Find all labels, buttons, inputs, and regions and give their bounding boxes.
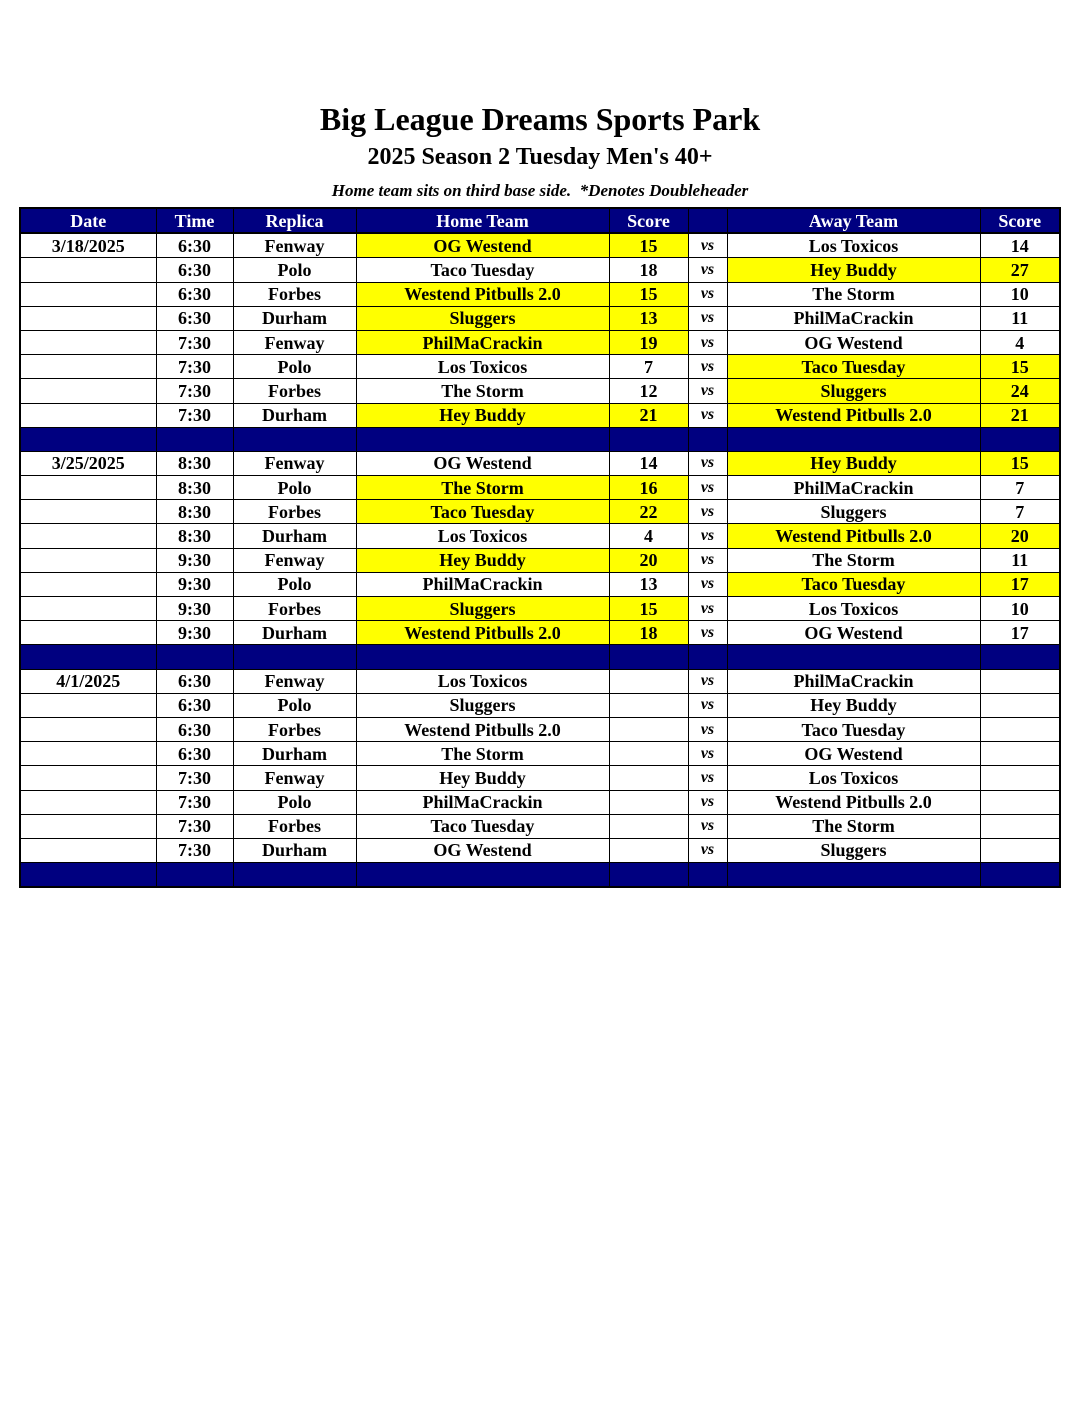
- schedule-table: [19, 207, 1061, 888]
- vs-cell: vs: [688, 282, 727, 306]
- replica-cell: Durham: [233, 524, 356, 548]
- table-row: [20, 814, 1060, 838]
- table-row: [20, 306, 1060, 330]
- table-row: [20, 548, 1060, 572]
- separator-cell: [980, 427, 1060, 451]
- table-row: [20, 330, 1060, 354]
- time-cell: 8:30: [156, 451, 233, 475]
- date-cell: [20, 621, 156, 645]
- separator-cell: [609, 645, 688, 669]
- separator-cell: [980, 863, 1060, 888]
- away-score-cell: [980, 717, 1060, 741]
- vs-cell: vs: [688, 838, 727, 862]
- column-header-home-team: Home Team: [356, 208, 609, 233]
- home-score-cell: 7: [609, 355, 688, 379]
- time-cell: 9:30: [156, 621, 233, 645]
- separator-cell: [609, 427, 688, 451]
- home-score-cell: 22: [609, 500, 688, 524]
- separator-cell: [20, 863, 156, 888]
- vs-cell: vs: [688, 693, 727, 717]
- away-team-cell: Los Toxicos: [727, 766, 980, 790]
- schedule-body: [20, 233, 1060, 887]
- away-team-cell: PhilMaCrackin: [727, 476, 980, 500]
- away-team-cell: OG Westend: [727, 742, 980, 766]
- home-team-cell: The Storm: [356, 476, 609, 500]
- time-cell: 6:30: [156, 233, 233, 258]
- column-header-date: Date: [20, 208, 156, 233]
- home-score-cell: [609, 790, 688, 814]
- home-team-cell: Los Toxicos: [356, 355, 609, 379]
- home-score-cell: 15: [609, 597, 688, 621]
- separator-cell: [688, 863, 727, 888]
- table-row: [20, 282, 1060, 306]
- date-cell: [20, 524, 156, 548]
- home-score-cell: 13: [609, 306, 688, 330]
- vs-cell: vs: [688, 572, 727, 596]
- date-cell: [20, 379, 156, 403]
- vs-cell: vs: [688, 766, 727, 790]
- separator-cell: [727, 863, 980, 888]
- page-title: Big League Dreams Sports Park: [319, 101, 761, 137]
- away-score-cell: 21: [980, 403, 1060, 427]
- replica-cell: Polo: [233, 790, 356, 814]
- separator-cell: [727, 427, 980, 451]
- column-header-home-score: Score: [609, 208, 688, 233]
- separator-cell: [233, 645, 356, 669]
- date-cell: [20, 693, 156, 717]
- vs-cell: vs: [688, 548, 727, 572]
- separator-cell: [156, 863, 233, 888]
- away-score-cell: 20: [980, 524, 1060, 548]
- vs-cell: vs: [688, 233, 727, 258]
- table-row: [20, 355, 1060, 379]
- home-team-cell: Westend Pitbulls 2.0: [356, 621, 609, 645]
- table-row: [20, 476, 1060, 500]
- home-score-cell: [609, 669, 688, 693]
- home-team-cell: The Storm: [356, 379, 609, 403]
- date-cell: [20, 742, 156, 766]
- date-cell: 3/25/2025: [20, 451, 156, 475]
- date-cell: [20, 597, 156, 621]
- table-row: [20, 742, 1060, 766]
- away-score-cell: [980, 838, 1060, 862]
- home-team-cell: The Storm: [356, 742, 609, 766]
- home-score-cell: 16: [609, 476, 688, 500]
- replica-cell: Fenway: [233, 548, 356, 572]
- time-cell: 7:30: [156, 766, 233, 790]
- replica-cell: Forbes: [233, 814, 356, 838]
- home-score-cell: 4: [609, 524, 688, 548]
- vs-cell: vs: [688, 621, 727, 645]
- replica-cell: Polo: [233, 476, 356, 500]
- time-cell: 7:30: [156, 379, 233, 403]
- away-team-cell: The Storm: [727, 282, 980, 306]
- time-cell: 6:30: [156, 693, 233, 717]
- date-cell: [20, 403, 156, 427]
- home-score-cell: 15: [609, 282, 688, 306]
- away-team-cell: The Storm: [727, 548, 980, 572]
- vs-cell: vs: [688, 330, 727, 354]
- vs-cell: vs: [688, 742, 727, 766]
- home-team-cell: Hey Buddy: [356, 548, 609, 572]
- home-score-cell: 19: [609, 330, 688, 354]
- away-team-cell: Sluggers: [727, 379, 980, 403]
- away-score-cell: 15: [980, 451, 1060, 475]
- date-cell: [20, 355, 156, 379]
- away-score-cell: 17: [980, 572, 1060, 596]
- home-team-cell: Taco Tuesday: [356, 500, 609, 524]
- table-row: [20, 790, 1060, 814]
- table-row: [20, 379, 1060, 403]
- time-cell: 7:30: [156, 814, 233, 838]
- separator-cell: [156, 645, 233, 669]
- column-header-replica: Replica: [233, 208, 356, 233]
- replica-cell: Durham: [233, 306, 356, 330]
- replica-cell: Fenway: [233, 669, 356, 693]
- away-team-cell: PhilMaCrackin: [727, 306, 980, 330]
- table-row: [20, 451, 1060, 475]
- away-team-cell: Los Toxicos: [727, 233, 980, 258]
- away-score-cell: 7: [980, 500, 1060, 524]
- date-cell: [20, 814, 156, 838]
- week-separator-row: [20, 863, 1060, 888]
- home-team-cell: Taco Tuesday: [356, 814, 609, 838]
- home-team-cell: Los Toxicos: [356, 669, 609, 693]
- table-row: [20, 693, 1060, 717]
- home-score-cell: [609, 742, 688, 766]
- away-score-cell: [980, 814, 1060, 838]
- column-header-vs: [688, 208, 727, 233]
- date-cell: [20, 572, 156, 596]
- time-cell: 6:30: [156, 669, 233, 693]
- replica-cell: Fenway: [233, 330, 356, 354]
- vs-cell: vs: [688, 403, 727, 427]
- separator-cell: [356, 863, 609, 888]
- table-row: [20, 717, 1060, 741]
- away-score-cell: 11: [980, 548, 1060, 572]
- vs-cell: vs: [688, 669, 727, 693]
- replica-cell: Durham: [233, 742, 356, 766]
- replica-cell: Fenway: [233, 451, 356, 475]
- replica-cell: Polo: [233, 572, 356, 596]
- home-score-cell: 21: [609, 403, 688, 427]
- home-team-cell: PhilMaCrackin: [356, 330, 609, 354]
- away-score-cell: 27: [980, 258, 1060, 282]
- home-team-cell: Westend Pitbulls 2.0: [356, 717, 609, 741]
- away-score-cell: 11: [980, 306, 1060, 330]
- table-row: [20, 669, 1060, 693]
- date-cell: [20, 838, 156, 862]
- away-score-cell: 14: [980, 233, 1060, 258]
- separator-cell: [233, 863, 356, 888]
- home-score-cell: 13: [609, 572, 688, 596]
- table-header-row: [20, 208, 1060, 233]
- home-team-cell: Westend Pitbulls 2.0: [356, 282, 609, 306]
- home-score-cell: 14: [609, 451, 688, 475]
- away-score-cell: 15: [980, 355, 1060, 379]
- date-cell: 4/1/2025: [20, 669, 156, 693]
- home-score-cell: [609, 693, 688, 717]
- table-row: [20, 572, 1060, 596]
- vs-cell: vs: [688, 476, 727, 500]
- time-cell: 6:30: [156, 742, 233, 766]
- vs-cell: vs: [688, 524, 727, 548]
- home-score-cell: [609, 814, 688, 838]
- home-score-cell: 18: [609, 258, 688, 282]
- separator-cell: [20, 427, 156, 451]
- away-team-cell: Taco Tuesday: [727, 355, 980, 379]
- vs-cell: vs: [688, 451, 727, 475]
- page-subtitle: 2025 Season 2 Tuesday Men's 40+: [367, 144, 713, 170]
- date-cell: [20, 476, 156, 500]
- date-cell: 3/18/2025: [20, 233, 156, 258]
- table-row: [20, 233, 1060, 258]
- home-score-cell: 20: [609, 548, 688, 572]
- home-team-cell: Sluggers: [356, 693, 609, 717]
- replica-cell: Polo: [233, 693, 356, 717]
- replica-cell: Forbes: [233, 717, 356, 741]
- time-cell: 7:30: [156, 330, 233, 354]
- away-team-cell: Los Toxicos: [727, 597, 980, 621]
- time-cell: 9:30: [156, 572, 233, 596]
- date-cell: [20, 790, 156, 814]
- away-team-cell: Taco Tuesday: [727, 717, 980, 741]
- replica-cell: Forbes: [233, 379, 356, 403]
- date-cell: [20, 306, 156, 330]
- vs-cell: vs: [688, 306, 727, 330]
- away-score-cell: 7: [980, 476, 1060, 500]
- table-row: [20, 838, 1060, 862]
- separator-cell: [356, 645, 609, 669]
- replica-cell: Polo: [233, 355, 356, 379]
- vs-cell: vs: [688, 355, 727, 379]
- time-cell: 9:30: [156, 548, 233, 572]
- home-team-cell: OG Westend: [356, 451, 609, 475]
- away-score-cell: [980, 742, 1060, 766]
- away-team-cell: The Storm: [727, 814, 980, 838]
- separator-cell: [356, 427, 609, 451]
- away-score-cell: 4: [980, 330, 1060, 354]
- date-cell: [20, 500, 156, 524]
- date-cell: [20, 548, 156, 572]
- vs-cell: vs: [688, 258, 727, 282]
- table-row: [20, 524, 1060, 548]
- away-score-cell: 10: [980, 282, 1060, 306]
- home-score-cell: [609, 717, 688, 741]
- time-cell: 8:30: [156, 476, 233, 500]
- time-cell: 9:30: [156, 597, 233, 621]
- table-row: [20, 500, 1060, 524]
- separator-cell: [727, 645, 980, 669]
- away-score-cell: [980, 790, 1060, 814]
- away-team-cell: OG Westend: [727, 621, 980, 645]
- time-cell: 7:30: [156, 838, 233, 862]
- separator-cell: [20, 645, 156, 669]
- column-header-time: Time: [156, 208, 233, 233]
- away-team-cell: Hey Buddy: [727, 451, 980, 475]
- separator-cell: [233, 427, 356, 451]
- time-cell: 8:30: [156, 500, 233, 524]
- replica-cell: Durham: [233, 403, 356, 427]
- table-row: [20, 403, 1060, 427]
- vs-cell: vs: [688, 814, 727, 838]
- away-score-cell: [980, 693, 1060, 717]
- home-team-cell: OG Westend: [356, 233, 609, 258]
- column-header-away-team: Away Team: [727, 208, 980, 233]
- home-team-cell: PhilMaCrackin: [356, 572, 609, 596]
- vs-cell: vs: [688, 790, 727, 814]
- column-header-away-score: Score: [980, 208, 1060, 233]
- week-separator-row: [20, 645, 1060, 669]
- away-score-cell: 10: [980, 597, 1060, 621]
- home-score-cell: 18: [609, 621, 688, 645]
- replica-cell: Forbes: [233, 500, 356, 524]
- away-team-cell: OG Westend: [727, 330, 980, 354]
- away-score-cell: [980, 766, 1060, 790]
- home-score-cell: 12: [609, 379, 688, 403]
- home-team-cell: Hey Buddy: [356, 403, 609, 427]
- replica-cell: Forbes: [233, 597, 356, 621]
- replica-cell: Fenway: [233, 233, 356, 258]
- home-score-cell: [609, 838, 688, 862]
- replica-cell: Polo: [233, 258, 356, 282]
- time-cell: 6:30: [156, 306, 233, 330]
- replica-cell: Forbes: [233, 282, 356, 306]
- away-score-cell: 17: [980, 621, 1060, 645]
- date-cell: [20, 282, 156, 306]
- date-cell: [20, 766, 156, 790]
- away-team-cell: Westend Pitbulls 2.0: [727, 790, 980, 814]
- separator-cell: [156, 427, 233, 451]
- table-row: [20, 766, 1060, 790]
- home-team-cell: Los Toxicos: [356, 524, 609, 548]
- vs-cell: vs: [688, 379, 727, 403]
- home-team-cell: Taco Tuesday: [356, 258, 609, 282]
- table-row: [20, 597, 1060, 621]
- home-team-cell: Hey Buddy: [356, 766, 609, 790]
- away-team-cell: PhilMaCrackin: [727, 669, 980, 693]
- separator-cell: [609, 863, 688, 888]
- time-cell: 6:30: [156, 717, 233, 741]
- time-cell: 6:30: [156, 258, 233, 282]
- away-score-cell: 24: [980, 379, 1060, 403]
- home-team-cell: OG Westend: [356, 838, 609, 862]
- date-cell: [20, 717, 156, 741]
- away-team-cell: Hey Buddy: [727, 693, 980, 717]
- away-team-cell: Westend Pitbulls 2.0: [727, 524, 980, 548]
- separator-cell: [980, 645, 1060, 669]
- away-score-cell: [980, 669, 1060, 693]
- away-team-cell: Hey Buddy: [727, 258, 980, 282]
- time-cell: 8:30: [156, 524, 233, 548]
- time-cell: 6:30: [156, 282, 233, 306]
- time-cell: 7:30: [156, 403, 233, 427]
- home-team-cell: PhilMaCrackin: [356, 790, 609, 814]
- home-team-cell: Sluggers: [356, 597, 609, 621]
- vs-cell: vs: [688, 717, 727, 741]
- away-team-cell: Sluggers: [727, 838, 980, 862]
- date-cell: [20, 258, 156, 282]
- date-cell: [20, 330, 156, 354]
- home-team-cell: Sluggers: [356, 306, 609, 330]
- table-row: [20, 621, 1060, 645]
- replica-cell: Fenway: [233, 766, 356, 790]
- separator-cell: [688, 645, 727, 669]
- week-separator-row: [20, 427, 1060, 451]
- time-cell: 7:30: [156, 355, 233, 379]
- replica-cell: Durham: [233, 838, 356, 862]
- time-cell: 7:30: [156, 790, 233, 814]
- home-score-cell: [609, 766, 688, 790]
- away-team-cell: Sluggers: [727, 500, 980, 524]
- away-team-cell: Westend Pitbulls 2.0: [727, 403, 980, 427]
- home-score-cell: 15: [609, 233, 688, 258]
- schedule-note: Home team sits on third base side. *Denotes Doubleheader: [331, 181, 749, 200]
- vs-cell: vs: [688, 597, 727, 621]
- away-team-cell: Taco Tuesday: [727, 572, 980, 596]
- table-row: [20, 258, 1060, 282]
- replica-cell: Durham: [233, 621, 356, 645]
- separator-cell: [688, 427, 727, 451]
- vs-cell: vs: [688, 500, 727, 524]
